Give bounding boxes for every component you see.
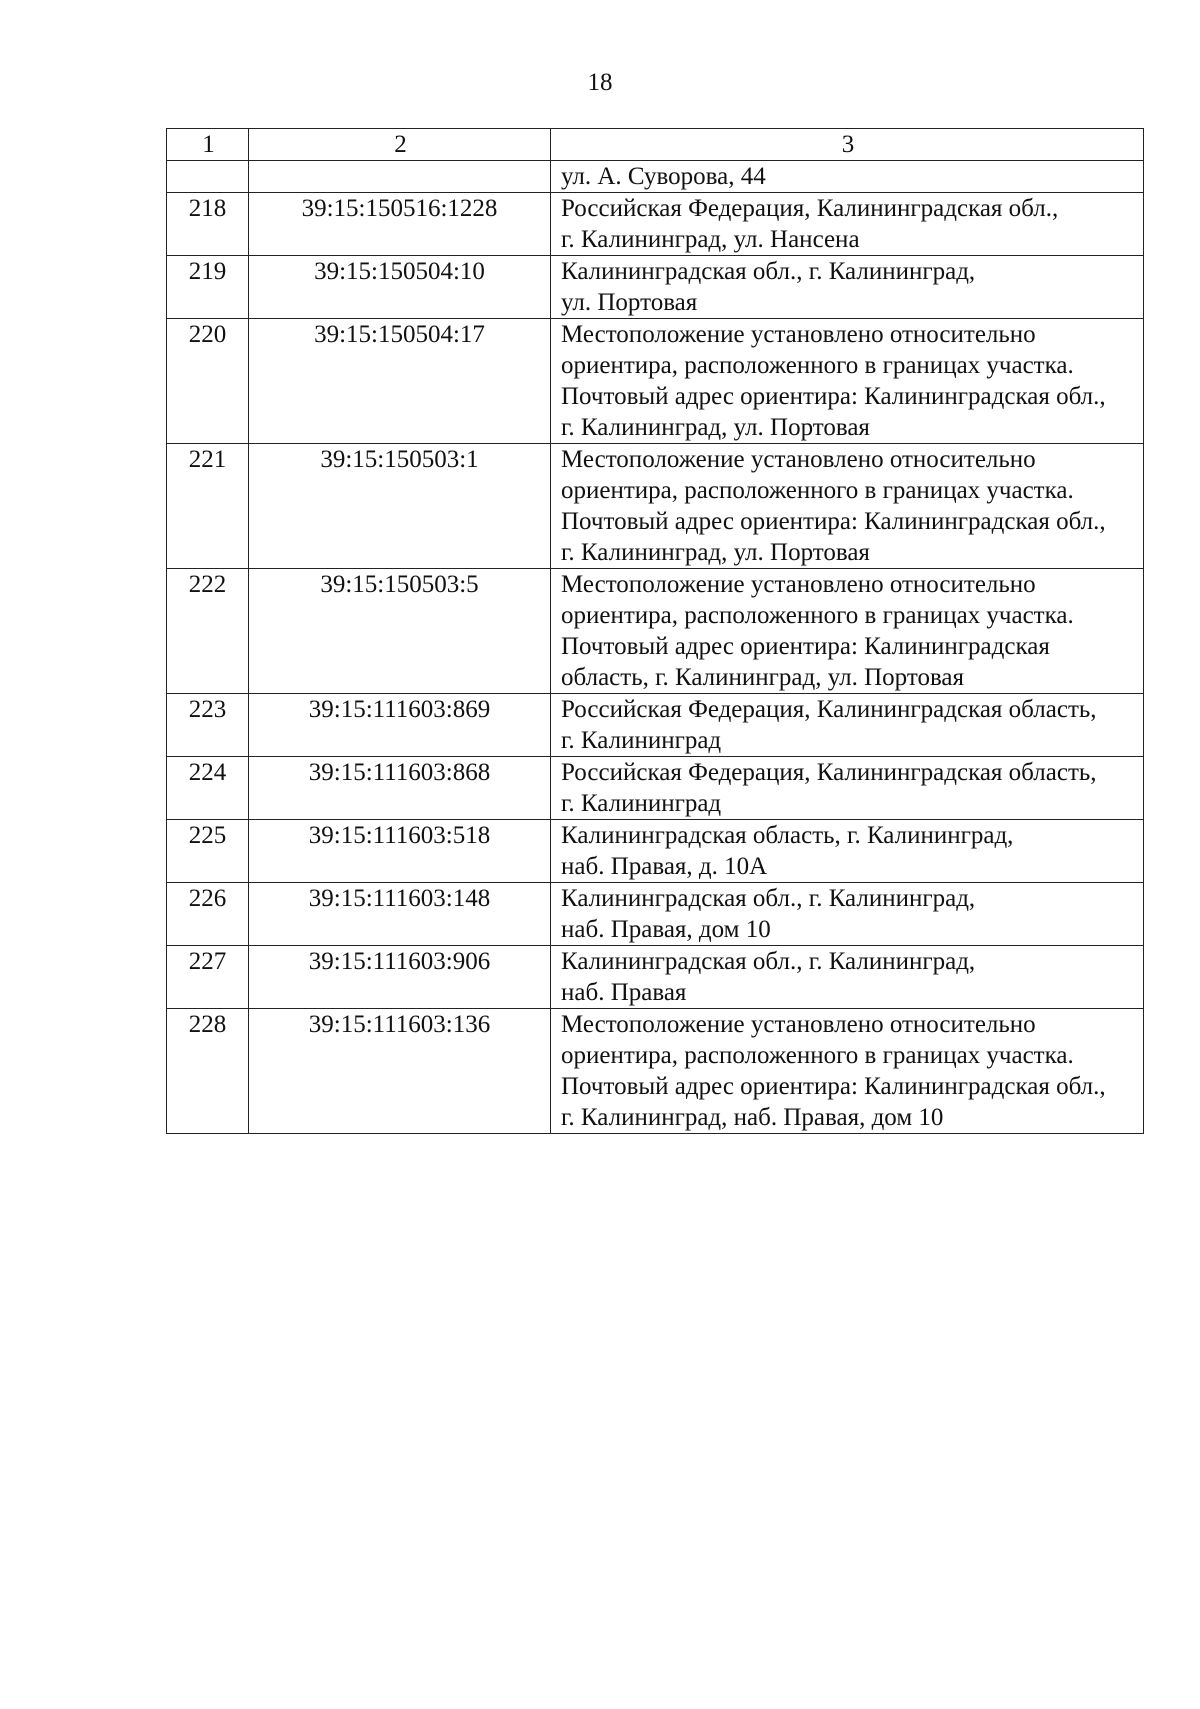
address-cell: [551, 569, 1144, 694]
row-number-cell: 223: [167, 694, 249, 757]
address-line: Почтовый адрес ориентира: Калининградская: [561, 633, 1050, 660]
row-number-cell: 222: [167, 569, 249, 694]
row-number-cell: 224: [167, 757, 249, 820]
table-row: [167, 161, 1144, 193]
address-line: Местоположение установлено относительно: [561, 321, 1036, 348]
address-line: ориентира, расположенного в границах участка.: [561, 477, 1074, 504]
table-row: [167, 444, 1144, 569]
address-line: г. Калининград, наб. Правая, дом 10: [561, 1104, 944, 1131]
address-cell: [551, 883, 1144, 946]
header-cell-col3: 3: [551, 129, 1144, 161]
table-header-row: [167, 129, 1144, 161]
parcel-table: [166, 128, 1144, 1134]
header-cell-col2: 2: [249, 129, 551, 161]
address-cell: [551, 193, 1144, 256]
address-line: ориентира, расположенного в границах участка.: [561, 1042, 1074, 1069]
address-line: ул. А. Суворова, 44: [561, 163, 766, 190]
address-line: Местоположение установлено относительно: [561, 1011, 1036, 1038]
table-row: [167, 946, 1144, 1009]
address-line: г. Калининград, ул. Нансена: [561, 226, 860, 253]
cadastral-number-cell: 39:15:150504:10: [249, 256, 551, 319]
address-cell: [551, 319, 1144, 444]
table-row: [167, 569, 1144, 694]
address-line: ул. Портовая: [561, 289, 698, 316]
table-row: [167, 757, 1144, 820]
table-row: [167, 193, 1144, 256]
address-line: Российская Федерация, Калининградская область,: [561, 696, 1097, 723]
cadastral-number-cell: 39:15:111603:868: [249, 757, 551, 820]
address-line: Российская Федерация, Калининградская область,: [561, 759, 1097, 786]
table-row: [167, 883, 1144, 946]
address-cell: [551, 694, 1144, 757]
table-row: [167, 820, 1144, 883]
address-line: Местоположение установлено относительно: [561, 571, 1036, 598]
address-cell: [551, 1009, 1144, 1134]
cadastral-number-cell: 39:15:111603:518: [249, 820, 551, 883]
row-number-cell: [167, 161, 249, 193]
address-line: наб. Правая, дом 10: [561, 916, 771, 943]
address-line: г. Калининград, ул. Портовая: [561, 414, 870, 441]
address-cell: [551, 444, 1144, 569]
table-row: [167, 256, 1144, 319]
address-line: Калининградская обл., г. Калининград,: [561, 948, 976, 975]
address-line: Почтовый адрес ориентира: Калининградская обл.,: [561, 383, 1106, 410]
address-line: наб. Правая, д. 10А: [561, 853, 768, 880]
row-number-cell: 228: [167, 1009, 249, 1134]
row-number-cell: 227: [167, 946, 249, 1009]
row-number-cell: 218: [167, 193, 249, 256]
address-line: ориентира, расположенного в границах участка.: [561, 352, 1074, 379]
address-line: г. Калининград: [561, 790, 722, 817]
address-line: г. Калининград, ул. Портовая: [561, 539, 870, 566]
cadastral-number-cell: 39:15:111603:136: [249, 1009, 551, 1134]
cadastral-number-cell: 39:15:150504:17: [249, 319, 551, 444]
address-cell: [551, 946, 1144, 1009]
table-row: [167, 694, 1144, 757]
cadastral-number-cell: 39:15:111603:869: [249, 694, 551, 757]
cadastral-number-cell: [249, 161, 551, 193]
page-number: 18: [587, 69, 613, 96]
row-number-cell: 225: [167, 820, 249, 883]
cadastral-number-cell: 39:15:150503:1: [249, 444, 551, 569]
address-line: Калининградская область, г. Калининград,: [561, 822, 1014, 849]
address-line: Почтовый адрес ориентира: Калининградская обл.,: [561, 508, 1106, 535]
cadastral-number-cell: 39:15:111603:148: [249, 883, 551, 946]
address-line: ориентира, расположенного в границах участка.: [561, 602, 1074, 629]
cadastral-number-cell: 39:15:111603:906: [249, 946, 551, 1009]
address-line: Калининградская обл., г. Калининград,: [561, 258, 976, 285]
row-number-cell: 221: [167, 444, 249, 569]
table-row: [167, 1009, 1144, 1134]
address-line: Российская Федерация, Калининградская обл.,: [561, 195, 1059, 222]
cadastral-number-cell: 39:15:150516:1228: [249, 193, 551, 256]
address-line: область, г. Калининград, ул. Портовая: [561, 664, 965, 691]
address-line: Почтовый адрес ориентира: Калининградская обл.,: [561, 1073, 1106, 1100]
address-line: Местоположение установлено относительно: [561, 446, 1036, 473]
address-cell: [551, 256, 1144, 319]
address-cell: [551, 161, 1144, 193]
address-line: г. Калининград: [561, 727, 722, 754]
address-cell: [551, 757, 1144, 820]
row-number-cell: 220: [167, 319, 249, 444]
header-cell-col1: 1: [167, 129, 249, 161]
row-number-cell: 219: [167, 256, 249, 319]
cadastral-number-cell: 39:15:150503:5: [249, 569, 551, 694]
address-cell: [551, 820, 1144, 883]
table-body: [167, 129, 1144, 1134]
table-row: [167, 319, 1144, 444]
address-line: Калининградская обл., г. Калининград,: [561, 885, 976, 912]
row-number-cell: 226: [167, 883, 249, 946]
address-line: наб. Правая: [561, 979, 687, 1006]
